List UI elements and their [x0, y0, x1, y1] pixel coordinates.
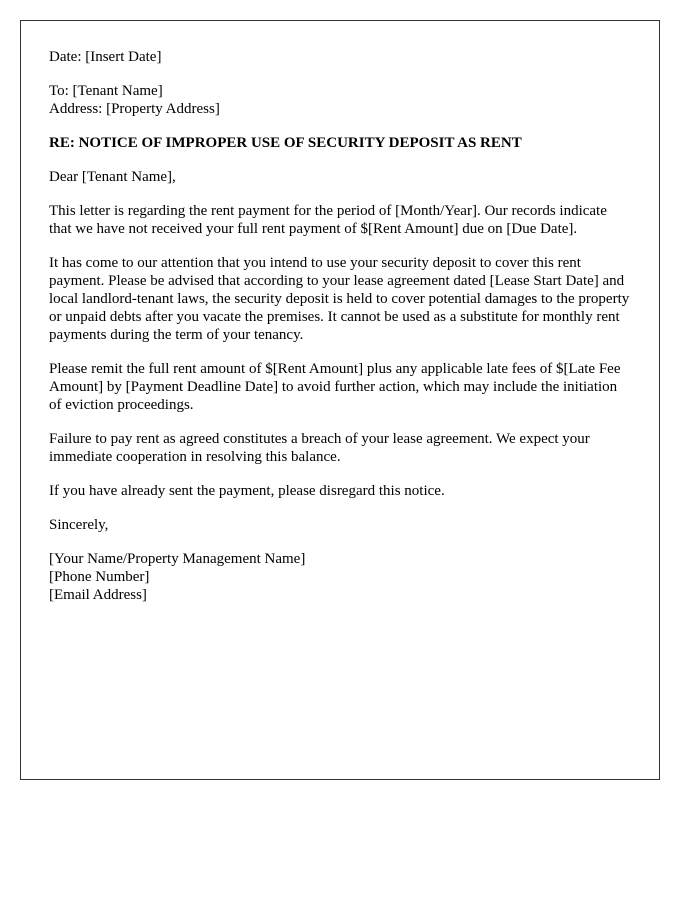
date-line: Date: [Insert Date] [49, 49, 162, 65]
salutation: Dear [Tenant Name], [49, 169, 176, 185]
signature-phone: [Phone Number] [49, 569, 150, 585]
body-paragraph-5: If you have already sent the payment, please disregard this notice. [49, 483, 445, 499]
date-block [49, 48, 631, 66]
recipient-address: Address: [Property Address] [49, 101, 220, 117]
letter-page [20, 20, 660, 780]
recipient-block [49, 82, 631, 118]
signature-block [49, 550, 631, 604]
body-paragraph-1: This letter is regarding the rent payment for the period of [Month/Year]. Our records indicate that we have not received your full rent payment of $[Rent Amount] due on [Due Date]. [49, 203, 607, 237]
signature-email: [Email Address] [49, 587, 147, 603]
recipient-name: To: [Tenant Name] [49, 83, 163, 99]
closing: Sincerely, [49, 517, 109, 533]
signature-name: [Your Name/Property Management Name] [49, 551, 306, 567]
body-paragraph-4: Failure to pay rent as agreed constitutes a breach of your lease agreement. We expect your immediate cooperation in resolving this balance. [49, 431, 590, 465]
subject-line: RE: NOTICE OF IMPROPER USE OF SECURITY DEPOSIT AS RENT [49, 135, 522, 151]
body-paragraph-3: Please remit the full rent amount of $[Rent Amount] plus any applicable late fees of $[Late Fee Amount] by [Payment Deadline Date] to avoid further action, which may include the initiation of eviction proceedings. [49, 361, 621, 413]
body-paragraph-2: It has come to our attention that you intend to use your security deposit to cover this rent payment. Please be advised that according to your lease agreement dated [Lease Start Date] and local landlord-tenant laws, the security deposit is held to cover potential damages to the property or unpaid debts after you vacate the premises. It cannot be used as a substitute for monthly rent payments during the term of your tenancy. [49, 255, 630, 343]
